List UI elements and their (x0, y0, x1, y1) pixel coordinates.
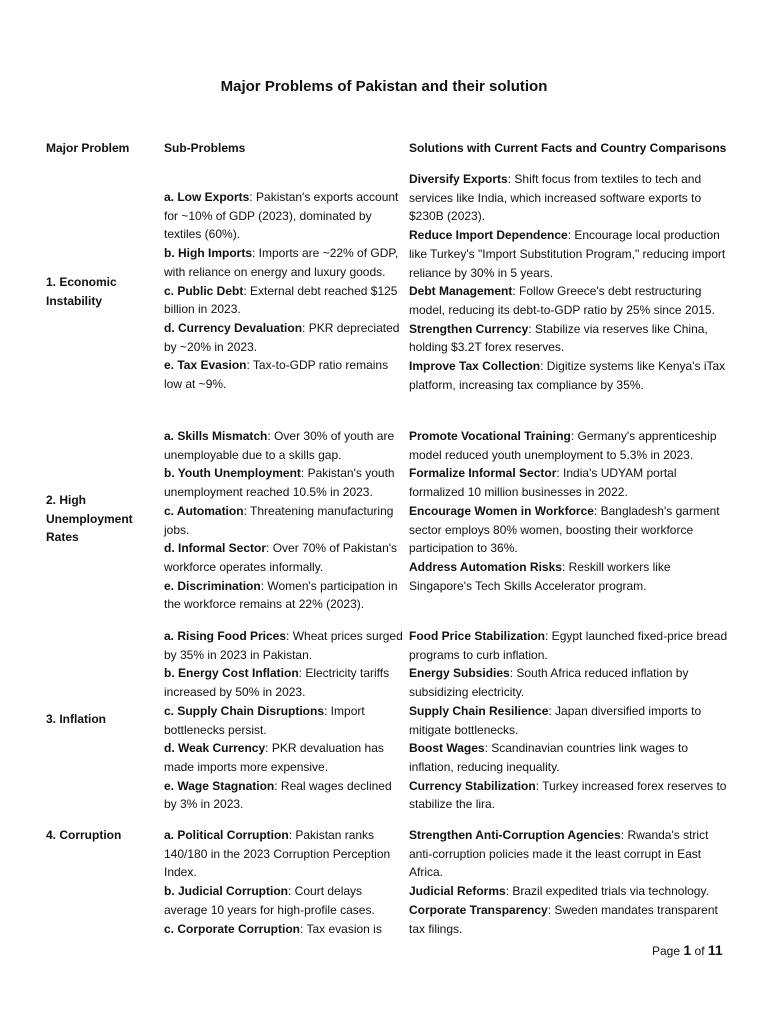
major-problem-4: 4. Corruption (46, 828, 122, 842)
solution-item: Reduce Import Dependence: Encourage local production like Turkey's "Import Substitution Program," reducing import reliance by 30% in 5 years. (409, 228, 726, 280)
major-problem-3: 3. Inflation (46, 712, 106, 726)
page-of-label: of (694, 944, 705, 958)
solutions-3 (409, 627, 731, 814)
sub-problem-item: b. High Imports: Imports are ~22% of GDP, with reliance on energy and luxury goods. (164, 246, 399, 279)
solution-item: Strengthen Anti-Corruption Agencies: Rwanda's strict anti-corruption policies made it the least corrupt in East Africa. (409, 828, 709, 880)
sub-problem-item: c. Public Debt: External debt reached $125 billion in 2023. (164, 283, 398, 317)
page-number: 1 (683, 942, 692, 958)
sub-problem-item: c. Supply Chain Disruptions: Import bottlenecks persist. (164, 703, 365, 737)
sub-problem-item: b. Judicial Corruption: Court delays average 10 years for high-profile cases. (164, 884, 375, 917)
solution-item: Boost Wages: Scandinavian countries link wages to inflation, reducing inequality. (409, 741, 689, 774)
sub-problem-item: c. Automation: Threatening manufacturing jobs. (164, 503, 394, 537)
header-major-problem: Major Problem (46, 141, 130, 155)
solutions-4 (409, 826, 731, 938)
sub-problems-2 (164, 427, 406, 614)
page-total: 11 (707, 942, 723, 958)
sub-problem-item: c. Corporate Corruption: Tax evasion is (164, 921, 382, 936)
solution-item: Encourage Women in Workforce: Bangladesh's garment sector employs 80% women, boosting their workforce participation to 36%. (409, 503, 720, 556)
sub-problem-item: a. Political Corruption: Pakistan ranks 140/180 in the 2023 Corruption Perception Index. (164, 828, 391, 880)
major-problem-2: 2. High Unemployment Rates (46, 493, 133, 545)
document-title: Major Problems of Pakistan and their solution (220, 78, 548, 95)
solution-item: Strengthen Currency: Stabilize via reserves like China, holding $3.2T forex reserves. (409, 321, 708, 355)
page-label: Page (652, 944, 681, 958)
solutions-2 (409, 427, 731, 595)
solution-item: Promote Vocational Training: Germany's apprenticeship model reduced youth unemployment to 5.3% in 2023. (409, 429, 717, 462)
header-solutions: Solutions with Current Facts and Country Comparisons (409, 141, 727, 155)
sub-problem-item: e. Wage Stagnation: Real wages declined by 3% in 2023. (164, 778, 392, 812)
sub-problem-item: b. Youth Unemployment: Pakistan's youth unemployment reached 10.5% in 2023. (164, 466, 395, 500)
solutions-1 (409, 170, 731, 394)
sub-problem-item: b. Energy Cost Inflation: Electricity tariffs increased by 50% in 2023. (164, 666, 390, 700)
sub-problems-3 (164, 627, 406, 814)
sub-problem-item: e. Tax Evasion: Tax-to-GDP ratio remains low at ~9%. (164, 358, 389, 392)
sub-problems-1 (164, 188, 406, 394)
solution-item: Address Automation Risks: Reskill workers like Singapore's Tech Skills Accelerator program. (409, 559, 671, 593)
solution-item: Judicial Reforms: Brazil expedited trials via technology. (409, 884, 709, 899)
sub-problem-item: e. Discrimination: Women's participation in the workforce remains at 22% (2023). (164, 578, 398, 612)
solution-item: Debt Management: Follow Greece's debt restructuring model, reducing its debt-to-GDP ratio by 25% since 2015. (409, 284, 715, 317)
sub-problem-item: a. Skills Mismatch: Over 30% of youth are unemployable due to a skills gap. (164, 429, 395, 462)
sub-problem-item: a. Rising Food Prices: Wheat prices surged by 35% in 2023 in Pakistan. (164, 629, 403, 662)
solution-item: Improve Tax Collection: Digitize systems like Kenya's iTax platform, increasing tax compliance by 35%. (409, 359, 726, 392)
major-problem-1: 1. Economic Instability (46, 275, 117, 308)
header-sub-problems: Sub-Problems (164, 141, 246, 155)
page-number-footer (652, 942, 723, 958)
solution-item: Formalize Informal Sector: India's UDYAM portal formalized 10 million businesses in 2022. (409, 466, 677, 500)
solution-item: Diversify Exports: Shift focus from textiles to tech and services like India, which increased software exports to $230B (2023). (409, 172, 702, 224)
solution-item: Food Price Stabilization: Egypt launched fixed-price bread programs to curb inflation. (409, 629, 728, 662)
sub-problem-item: d. Weak Currency: PKR devaluation has made imports more expensive. (164, 741, 384, 774)
solution-item: Currency Stabilization: Turkey increased forex reserves to stabilize the lira. (409, 778, 727, 812)
solution-item: Energy Subsidies: South Africa reduced inflation by subsidizing electricity. (409, 666, 689, 700)
solution-item: Corporate Transparency: Sweden mandates transparent tax filings. (409, 902, 718, 936)
sub-problem-item: d. Currency Devaluation: PKR depreciated by ~20% in 2023. (164, 320, 400, 354)
solution-item: Supply Chain Resilience: Japan diversified imports to mitigate bottlenecks. (409, 703, 702, 737)
sub-problem-item: d. Informal Sector: Over 70% of Pakistan's workforce operates informally. (164, 541, 398, 574)
sub-problems-4 (164, 826, 406, 938)
sub-problem-item: a. Low Exports: Pakistan's exports account for ~10% of GDP (2023), dominated by textiles (60%). (164, 190, 399, 242)
